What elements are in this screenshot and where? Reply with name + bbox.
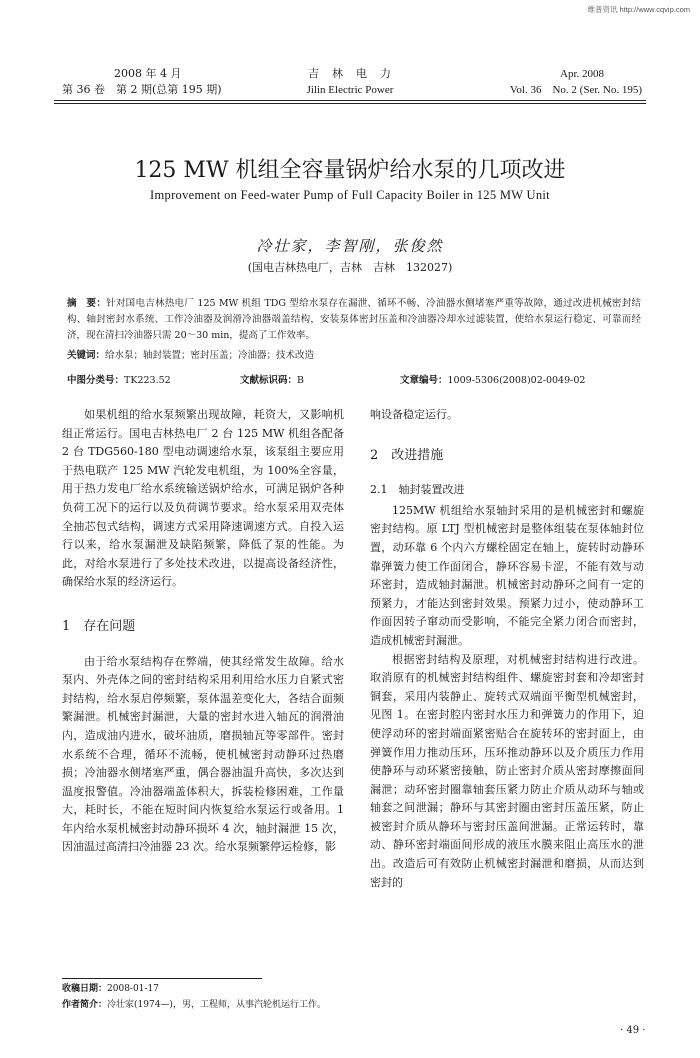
section-2-1-paragraph-2: 根据密封结构及原理，对机械密封结构进行改进。取消原有的机械密封结构组件、螺旋密封套和冷却密封铜套，采用内装静止、旋转式双端面平衡型机械密封，见图 1。在密封腔内密封水压力和弹簧力的作用下，迫使浮动环的密封端面紧密贴合在旋转环的密封面上，由弹簧作用力推动压环，压环推动静环以及介质压力作用使静环与动环紧密接触，防止密封介质从密封摩擦面间漏泄；动环密封圈靠轴套压紧力防止介质从动环与轴或轴套之间泄漏；静环与其密封圈由密封压盖压紧，防止被密封介质从静环与密封压盖间泄漏。正常运转时，靠动、静环密封端面间形成的液压水膜来阻止高压水的泄出。改造后可有效防止机械密封漏泄和磨损，从而达到密封的 — [370, 652, 644, 889]
article-number — [400, 372, 585, 386]
keywords-text: 给水泵；轴封装置；密封压盖；冷油器；技术改造 — [105, 350, 315, 361]
header-date: 2008 年 4 月 — [114, 67, 182, 80]
journal-name-cn: 吉 林 电 力 — [308, 67, 392, 80]
header-volume: 第 36 卷 第 2 期(总第 195 期) — [62, 83, 222, 96]
watermark: 维普资讯 http://www.cqvip.com — [587, 5, 690, 14]
intro-paragraph: 如果机组的给水泵频繁出现故障，耗资大，又影响机组正常运行。国电吉林热电厂 2 台 125 MW 机组各配备 2 台 TDG560-180 型电动调速给水泵，该泵组主要应用于热电联产 125 MW 汽轮发电机组，为 100%全容量，用于热力发电厂给水系统输送锅炉给水，可满足锅炉各种负荷工况下的运行以及负荷调节要求。给水泵采用双壳体全抽芯包式结构，调速方式采用降速调速方式。自投入运行以来，给水泵漏泄及缺陷频繁，降低了泵的性能。为此，对给水泵进行了多处技术改进，以提高设备经济性，确保给水泵的经济运行。 — [62, 408, 344, 589]
article-title: 125 MW 机组全容量锅炉给水泵的几项改进 — [134, 158, 566, 183]
received-label: 收稿日期： — [62, 984, 108, 994]
footnote-rule — [62, 978, 262, 979]
section-2-heading: 2 改进措施 — [370, 447, 444, 463]
article-number-label: 文章编号： — [400, 375, 448, 386]
left-column — [62, 406, 344, 857]
keywords — [67, 348, 641, 364]
header-left — [62, 66, 262, 98]
header-date-en: Apr. 2008 — [560, 68, 604, 80]
document-code — [240, 372, 304, 386]
section-1-heading: 1 存在问题 — [62, 618, 136, 634]
footnote-received — [62, 982, 159, 997]
footnote-author — [62, 998, 326, 1013]
article-subtitle: Improvement on Feed-water Pump of Full Capacity Boiler in 125 MW Unit — [150, 188, 550, 202]
abstract-label: 摘 要： — [67, 298, 107, 309]
article-affiliation: (国电吉林热电厂，吉林 吉林 132027) — [247, 261, 453, 274]
document-code-value: B — [297, 375, 304, 386]
header-volume-en: Vol. 36 No. 2 (Ser. No. 195) — [509, 84, 642, 96]
section-1-paragraph: 由于给水泵结构存在弊端，使其经常发生故障。给水泵内、外壳体之间的密封结构采用利用给水压力自紧式密封结构，给水泵启停频繁，泵体温差变化大，各结合面频繁漏泄。机械密封漏泄，大量的密封水进入轴瓦的润滑油内，造成油内进水，破坏油质，磨损轴瓦等零部件。密封水系统不合理，循环不流畅，使机械密封动静环过热磨损；冷油器水侧堵塞严重，偶合器油温升高快，多次达到温度报警值。冷油器端盖体积大，拆装检修困难，工作量大，耗时长，不能在短时间内恢复给水泵运行或备用。1 年内给水泵机械密封动静环损坏 4 次，轴封漏泄 15 次，因油温过高清扫冷油器 23 次。给水泵频繁停运检修，影 — [62, 654, 344, 854]
header-rule — [54, 100, 646, 101]
header-center — [260, 66, 440, 98]
article-authors: 冷壮家，李智刚，张俊然 — [256, 237, 444, 255]
classification-value: TK223.52 — [124, 375, 171, 386]
page-number: · 49 · — [620, 1025, 646, 1036]
document-code-label: 文献标识码： — [240, 375, 298, 386]
article-number-value: 1009-5306(2008)02-0049-02 — [447, 375, 586, 386]
section-2-1-heading: 2.1 轴封装置改进 — [370, 483, 465, 497]
abstract — [67, 296, 641, 344]
keywords-label: 关键词： — [67, 350, 106, 361]
section-2-1-paragraph-1: 125MW 机组给水泵轴封采用的是机械密封和螺旋密封结构。原 LTJ 型机械密封是整体组装在泵体轴封位置，动环靠 6 个内六方螺栓固定在轴上，旋转时动静环靠弹簧力使工作面闭合，静环容易卡涩，不能有效与动环密封，造成轴封漏泄。机械密封动静环之间有一定的预紧力，才能达到密封效果。预紧力过小，使动静环工作面因转子窜动而受影响，不能完全紧力闭合而密封，造成机械密封漏泄。 — [370, 503, 644, 647]
abstract-text: 针对国电吉林热电厂 125 MW 机组 TDG 型给水泵存在漏泄、循环不畅、冷油器水侧堵塞严重等故障，通过改进机械密封结构、轴封密封水系统、工作冷油器及润滑冷油器端盖结构，安装泵体密封压盖和冷油器冷却水过滤装置，使给水泵运行稳定、可靠而经济，现在清扫冷油器只需 20～30 min，提高了工作效率。 — [67, 298, 641, 341]
journal-name-en: Jilin Electric Power — [306, 84, 394, 96]
continued-paragraph: 响设备稳定运行。 — [370, 408, 458, 421]
received-date: 2008-01-17 — [107, 984, 159, 994]
header-rule-thin — [54, 103, 646, 104]
classification — [67, 372, 171, 386]
header-right — [470, 66, 642, 98]
classification-label: 中图分类号： — [67, 375, 125, 386]
right-column — [370, 406, 644, 892]
author-bio-label: 作者简介： — [62, 1000, 108, 1010]
author-bio: 冷壮家(1974—)，男，工程师，从事汽轮机运行工作。 — [107, 1000, 326, 1010]
